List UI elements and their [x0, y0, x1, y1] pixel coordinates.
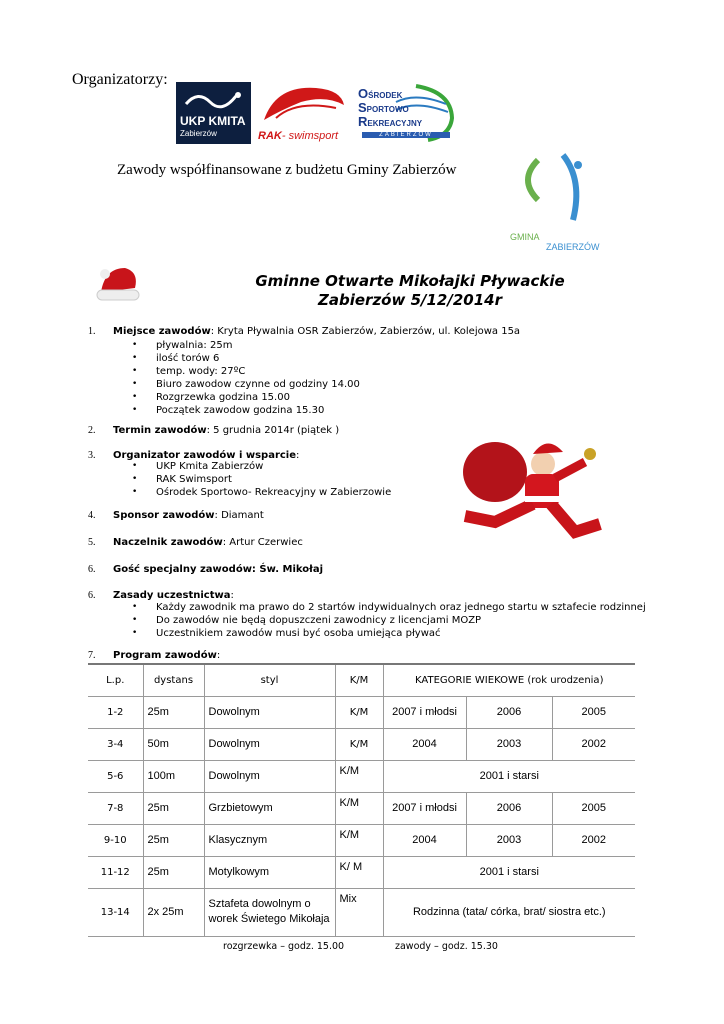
cofinance-note: Zawody współfinansowane z budżetu Gminy Zabierzów: [117, 162, 457, 178]
distance-cell: 2x 25m: [143, 888, 204, 936]
category-cell: 2004: [383, 728, 466, 760]
bullet-icon: •: [132, 366, 138, 376]
osr-text-4: ZABIERZÓW: [362, 132, 450, 138]
osr-text-1: ŚRODEK: [368, 91, 403, 100]
table-row: [88, 696, 635, 728]
table-header-row: [88, 664, 635, 696]
bullet-text: Rozgrzewka godzina 15.00: [156, 392, 290, 403]
table-row: [88, 856, 635, 888]
km-cell: K/M: [335, 760, 383, 792]
footer-warmup: rozgrzewka – godz. 15.00: [223, 941, 345, 952]
osr-text-3: EKREACYJNY: [367, 119, 423, 128]
km-cell: K/M: [335, 792, 383, 824]
km-cell: K/ M: [335, 856, 383, 888]
bullet-text: Początek zawodow godzina 15.30: [156, 405, 325, 416]
km-cell: K/M: [335, 728, 383, 760]
distance-cell: 25m: [143, 824, 204, 856]
bullet-text: UKP Kmita Zabierzów: [156, 461, 264, 472]
category-cell: 2005: [552, 696, 635, 728]
rak-swimsport-logo: [256, 80, 351, 148]
program-table: [88, 663, 635, 937]
table-header-cell: K/M: [335, 664, 383, 696]
bullet-icon: •: [132, 340, 138, 350]
style-cell: Klasycznym: [204, 824, 335, 856]
category-cell: 2002: [552, 824, 635, 856]
category-cell: 2006: [466, 696, 552, 728]
ukp-kmita-logo: [176, 82, 251, 144]
style-cell: Dowolnym: [204, 760, 335, 792]
organizers-label: Organizatorzy:: [72, 71, 168, 88]
table-header-cell: KATEGORIE WIEKOWE (rok urodzenia): [383, 664, 635, 696]
category-cell: 2003: [466, 824, 552, 856]
rak-logo-sub: - swimsport: [281, 130, 339, 142]
lp-cell: 11-12: [88, 856, 143, 888]
category-cell: 2001 i starsi: [383, 856, 635, 888]
bullet-text: pływalnia: 25m: [156, 340, 233, 351]
category-cell: 2001 i starsi: [383, 760, 635, 792]
osr-logo: OŚRODEK SPORTOWO REKREACYJNY ZABIERZÓW: [356, 82, 456, 144]
bullet-text: Każdy zawodnik ma prawo do 2 startów indywidualnych oraz jednego startu w sztafecie rodzinnej: [156, 602, 646, 613]
bullet-icon: •: [132, 353, 138, 363]
bullet-text: Ośrodek Sportowo- Rekreacyjny w Zabierzowie: [156, 487, 392, 498]
bullet-icon: •: [132, 474, 138, 484]
bullet-icon: •: [132, 405, 138, 415]
bullet-icon: •: [132, 628, 138, 638]
lp-cell: 5-6: [88, 760, 143, 792]
km-cell: K/M: [335, 696, 383, 728]
bullet-text: Uczestnikiem zawodów musi być osoba umiejąca pływać: [156, 628, 441, 639]
bullet-text: temp. wody: 27ºC: [156, 366, 246, 377]
bullet-icon: •: [132, 379, 138, 389]
gmina-text: GMINA: [510, 232, 540, 242]
table-row: [88, 728, 635, 760]
lp-cell: 1-2: [88, 696, 143, 728]
lp-cell: 7-8: [88, 792, 143, 824]
event-title: Gminne Otwarte Mikołajki Pływackie: [255, 272, 565, 290]
table-header-cell: styl: [204, 664, 335, 696]
category-cell: 2003: [466, 728, 552, 760]
bullet-icon: •: [132, 615, 138, 625]
event-subtitle: Zabierzów 5/12/2014r: [318, 291, 502, 309]
category-cell: 2007 i młodsi: [383, 696, 466, 728]
table-row: [88, 792, 635, 824]
ukp-logo-text: UKP KMITA: [180, 114, 246, 128]
running-santa-image: [455, 432, 605, 547]
bullet-icon: •: [132, 392, 138, 402]
table-header-cell: L.p.: [88, 664, 143, 696]
table-row: [88, 888, 635, 936]
lp-cell: 13-14: [88, 888, 143, 936]
gmina-zabierzow-logo: [508, 150, 608, 255]
ukp-logo-sub: Zabierzów: [180, 129, 217, 138]
bullet-text: RAK Swimsport: [156, 474, 232, 485]
category-cell: 2002: [552, 728, 635, 760]
osr-text-2: PORTOWO: [366, 105, 409, 114]
style-cell: Sztafeta dowolnym o worek Świetego Mikołaja: [204, 888, 335, 936]
category-cell: 2004: [383, 824, 466, 856]
bullet-text: Do zawodów nie będą dopuszczeni zawodnicy z licencjami MOZP: [156, 615, 482, 626]
distance-cell: 25m: [143, 856, 204, 888]
santa-hat-image: [95, 262, 143, 304]
table-row: [88, 760, 635, 792]
distance-cell: 25m: [143, 792, 204, 824]
km-cell: Mix: [335, 888, 383, 936]
category-cell: Rodzinna (tata/ córka, brat/ siostra etc.): [383, 888, 635, 936]
table-header-cell: dystans: [143, 664, 204, 696]
distance-cell: 100m: [143, 760, 204, 792]
bullet-icon: •: [132, 461, 138, 471]
distance-cell: 50m: [143, 728, 204, 760]
km-cell: K/M: [335, 824, 383, 856]
style-cell: Dowolnym: [204, 696, 335, 728]
rak-logo-text: RAK: [258, 130, 282, 142]
footer-races: zawody – godz. 15.30: [395, 941, 498, 952]
style-cell: Dowolnym: [204, 728, 335, 760]
category-cell: 2005: [552, 792, 635, 824]
bullet-icon: •: [132, 487, 138, 497]
lp-cell: 9-10: [88, 824, 143, 856]
distance-cell: 25m: [143, 696, 204, 728]
style-cell: Motylkowym: [204, 856, 335, 888]
category-cell: 2007 i młodsi: [383, 792, 466, 824]
style-cell: Grzbietowym: [204, 792, 335, 824]
bullet-text: ilość torów 6: [156, 353, 220, 364]
category-cell: 2006: [466, 792, 552, 824]
table-row: [88, 824, 635, 856]
bullet-text: Biuro zawodow czynne od godziny 14.00: [156, 379, 360, 390]
lp-cell: 3-4: [88, 728, 143, 760]
zabierzow-text: ZABIERZÓW: [546, 242, 600, 252]
bullet-icon: •: [132, 602, 138, 612]
